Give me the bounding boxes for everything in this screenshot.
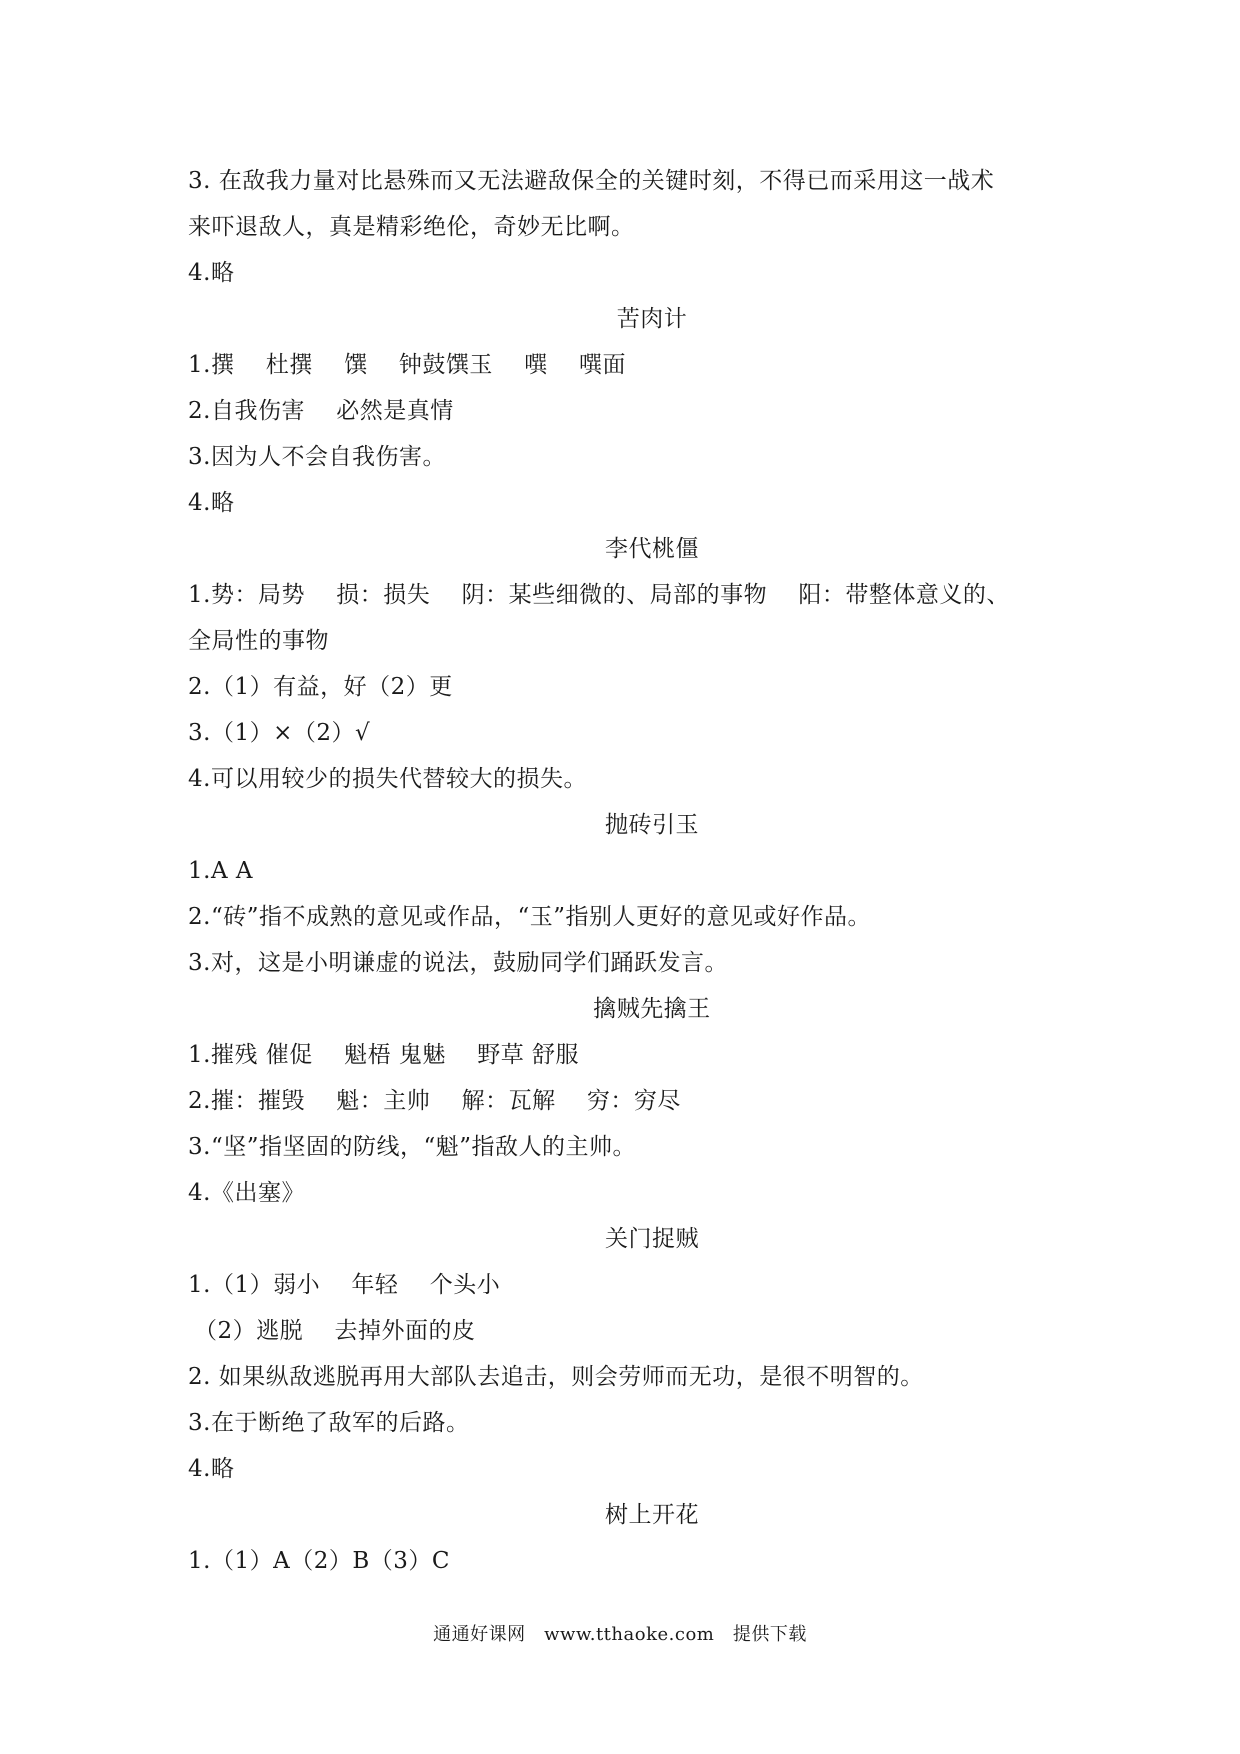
answer-line: 3.（1）×（2）√ (188, 720, 371, 746)
answer-line: 4.略 (188, 490, 235, 516)
answer-line: 2.（1）有益，好（2）更 (188, 674, 453, 700)
answer-line: 2.自我伤害 必然是真情 (188, 398, 454, 424)
answer-line: 3.对，这是小明谦虚的说法，鼓励同学们踊跃发言。 (188, 950, 728, 976)
answer-line: 1.摧残 催促 魁梧 鬼魅 野草 舒服 (188, 1042, 579, 1068)
answer-line: 1.势：局势 损：损失 阴：某些细微的、局部的事物 阳：带整体意义的、 (188, 582, 1010, 608)
answer-line: 1.（1）A（2）B（3）C (188, 1548, 450, 1574)
answer-line: 2.“砖”指不成熟的意见或作品，“玉”指别人更好的意见或好作品。 (188, 904, 871, 930)
answer-line: 来吓退敌人，真是精彩绝伦，奇妙无比啊。 (188, 214, 635, 240)
answer-line: 3.因为人不会自我伤害。 (188, 444, 446, 470)
answer-line: 4.略 (188, 260, 235, 286)
section-title: 关门捉贼 (605, 1226, 699, 1252)
section-title: 擒贼先擒王 (593, 996, 711, 1022)
section-title: 抛砖引玉 (605, 812, 699, 838)
answer-line: （2）逃脱 去掉外面的皮 (194, 1318, 476, 1344)
answer-line: 2. 如果纵敌逃脱再用大部队去追击，则会劳师而无功，是很不明智的。 (188, 1364, 924, 1390)
answer-line: 2.摧：摧毁 魁：主帅 解：瓦解 穷：穷尽 (188, 1088, 681, 1114)
document-page (188, 158, 1068, 1584)
answer-line: 3. 在敌我力量对比悬殊而又无法避敌保全的关键时刻，不得已而采用这一战术 (188, 168, 995, 194)
answer-line: 4.《出塞》 (188, 1180, 305, 1206)
answer-line: 3.“坚”指坚固的防线，“魁”指敌人的主帅。 (188, 1134, 636, 1160)
section-title: 树上开花 (605, 1502, 699, 1528)
answer-line: 1.撰 杜撰 馔 钟鼓馔玉 噀 噀面 (188, 352, 626, 378)
answer-line: 4.可以用较少的损失代替较大的损失。 (188, 766, 587, 792)
answer-line: 1.A A (188, 858, 253, 884)
answer-line: 全局性的事物 (188, 628, 329, 654)
section-title: 苦肉计 (616, 306, 688, 332)
answer-line: 4.略 (188, 1456, 235, 1482)
answer-line: 3.在于断绝了敌军的后路。 (188, 1410, 470, 1436)
answer-line: 1.（1）弱小 年轻 个头小 (188, 1272, 501, 1298)
page-footer: 通通好课网 www.tthaoke.com 提供下载 (433, 1624, 807, 1645)
section-title: 李代桃僵 (605, 536, 699, 562)
